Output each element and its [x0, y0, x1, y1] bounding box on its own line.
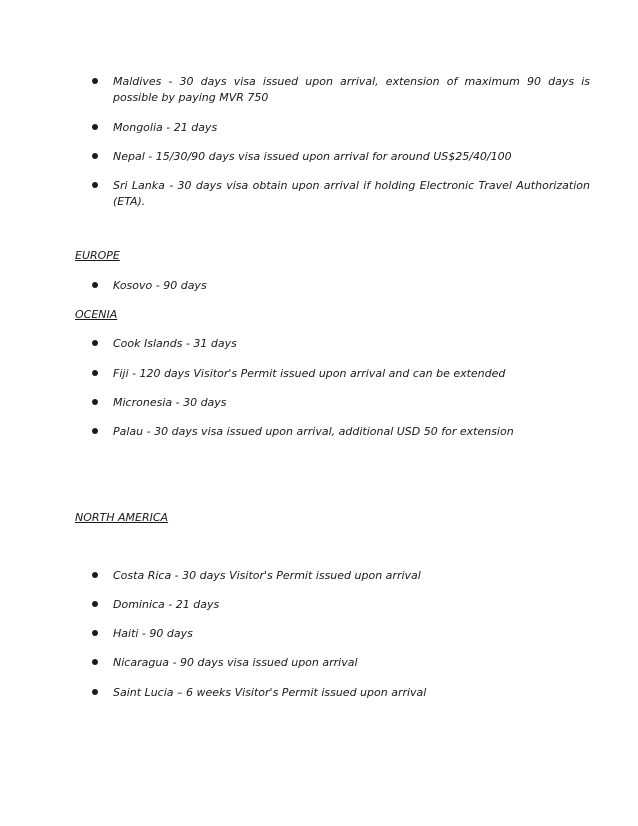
bullet: [92, 659, 98, 665]
section-heading-europe: EUROPE: [75, 249, 120, 262]
list-item-maldives: Maldives - 30 days visa issued upon arrival, extension of maximum 90 days is possible by paying MVR 750: [113, 75, 590, 104]
bullet: [92, 340, 98, 346]
list-item-saint-lucia: Saint Lucia – 6 weeks Visitor's Permit issued upon arrival: [113, 686, 427, 699]
bullet: [92, 572, 98, 578]
list-item-sri-lanka: Sri Lanka - 30 days visa obtain upon arrival if holding Electronic Travel Authorization (ETA).: [113, 179, 590, 208]
list-item-haiti: Haiti - 90 days: [113, 627, 193, 640]
section-heading-north-america: NORTH AMERICA: [75, 511, 169, 524]
list-item-fiji: Fiji - 120 days Visitor's Permit issued upon arrival and can be extended: [113, 367, 506, 380]
bullet: [92, 124, 98, 130]
list-item-palau: Palau - 30 days visa issued upon arrival, additional USD 50 for extension: [113, 425, 514, 438]
section-heading-oceania: OCENIA: [75, 308, 118, 321]
bullet: [92, 428, 98, 434]
bullet: [92, 153, 98, 159]
list-item-micronesia: Micronesia - 30 days: [113, 396, 227, 409]
bullet: [92, 78, 98, 84]
bullet: [92, 399, 98, 405]
bullet: [92, 601, 98, 607]
list-item-dominica: Dominica - 21 days: [113, 598, 220, 611]
bullet: [92, 182, 98, 188]
bullet: [92, 630, 98, 636]
list-item-costa-rica: Costa Rica - 30 days Visitor's Permit issued upon arrival: [113, 569, 421, 582]
list-item-mongolia: Mongolia - 21 days: [113, 121, 218, 134]
list-item-nicaragua: Nicaragua - 90 days visa issued upon arrival: [113, 656, 358, 669]
bullet: [92, 282, 98, 288]
list-item-cook-islands: Cook Islands - 31 days: [113, 337, 237, 350]
bullet: [92, 370, 98, 376]
list-item-nepal: Nepal - 15/30/90 days visa issued upon arrival for around US$25/40/100: [113, 150, 512, 163]
list-item-kosovo: Kosovo - 90 days: [113, 279, 207, 292]
bullet: [92, 689, 98, 695]
